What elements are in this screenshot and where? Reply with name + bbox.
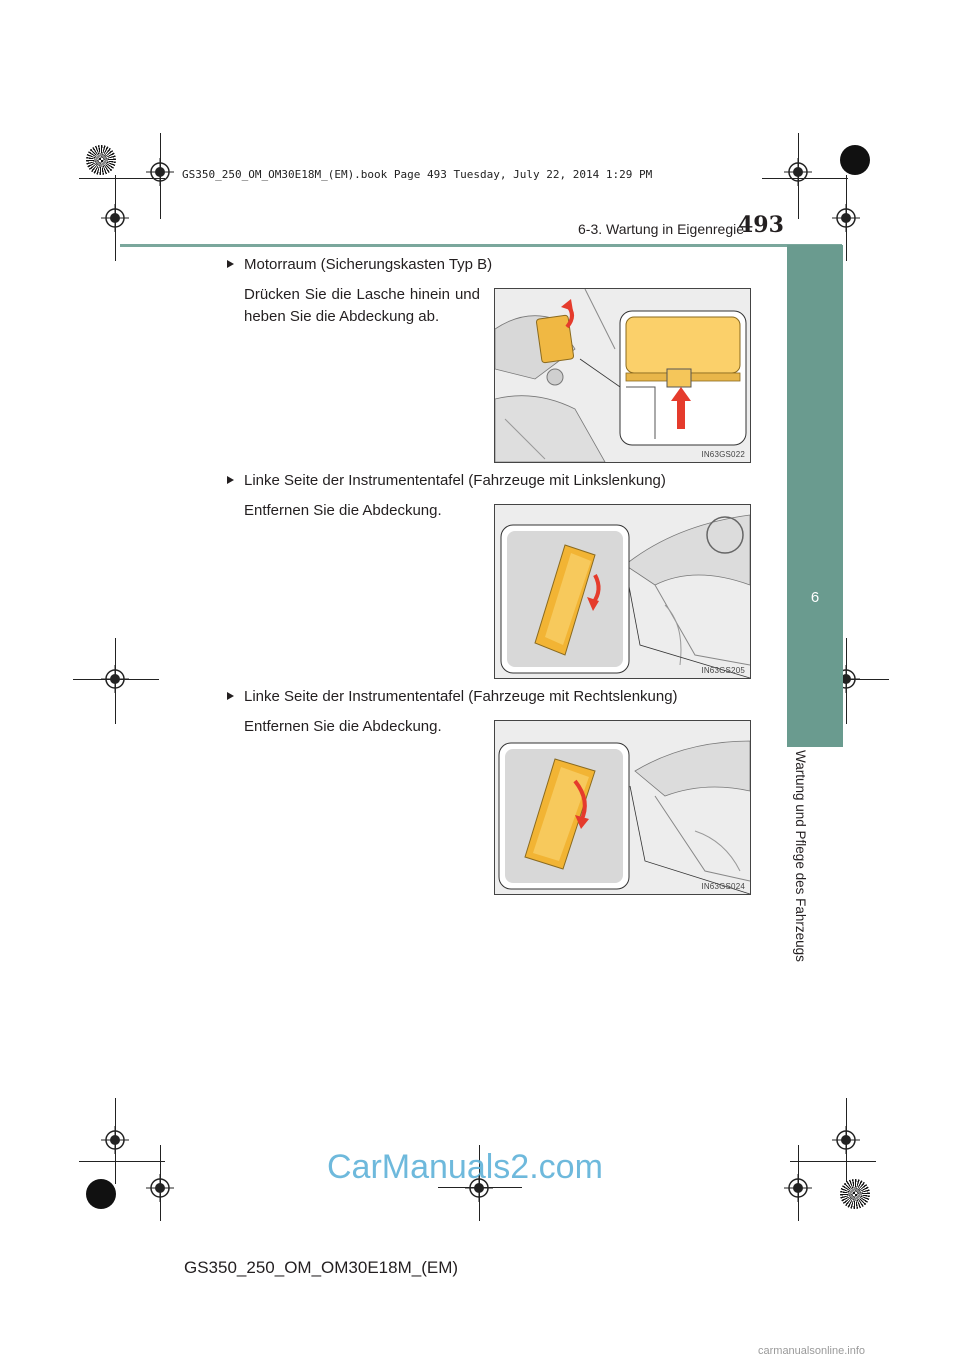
- registration-mark-icon: [101, 1126, 129, 1154]
- registration-mark-icon: [146, 158, 174, 186]
- starburst-mark-icon: [86, 1179, 116, 1209]
- engine-bay-illustration: [495, 289, 750, 462]
- registration-mark-icon: [146, 1174, 174, 1202]
- item-text: Entfernen Sie die Abdeckung.: [244, 502, 442, 519]
- chapter-label: Wartung und Pflege des Fahrzeugs: [793, 750, 808, 962]
- crop-line: [790, 1161, 876, 1162]
- chapter-tab: [787, 245, 843, 747]
- section-title: 6-3. Wartung in Eigenregie: [578, 221, 745, 237]
- item-heading: [227, 472, 666, 489]
- starburst-mark-icon: [840, 1179, 870, 1209]
- header-rule: [120, 244, 842, 247]
- figure-instrument-panel-rhd: [494, 720, 751, 895]
- item-heading: [227, 256, 492, 273]
- item-heading-text: Linke Seite der Instrumententafel (Fahrzeuge mit Linkslenkung): [244, 472, 666, 489]
- watermark-text: CarManuals2.com: [327, 1148, 603, 1186]
- item-heading-text: Motorraum (Sicherungskasten Typ B): [244, 256, 493, 273]
- bullet-triangle-icon: [227, 692, 234, 700]
- registration-mark-icon: [101, 204, 129, 232]
- registration-mark-icon: [832, 1126, 860, 1154]
- watermark-bottom: carmanualsonline.info: [758, 1345, 866, 1357]
- figure-instrument-panel-lhd: [494, 504, 751, 679]
- figure-code: IN63GS024: [701, 882, 745, 891]
- item-text: Entfernen Sie die Abdeckung.: [244, 718, 442, 735]
- footer-code: GS350_250_OM_OM30E18M_(EM): [184, 1258, 459, 1277]
- registration-mark-icon: [101, 665, 129, 693]
- figure-code: IN63GS205: [701, 666, 745, 675]
- starburst-mark-icon: [840, 145, 870, 175]
- registration-mark-icon: [832, 204, 860, 232]
- figure-fuse-box-engine: [494, 288, 751, 463]
- starburst-mark-icon: [86, 145, 116, 175]
- instrument-panel-lhd-illustration: [495, 505, 750, 678]
- chapter-number: 6: [810, 589, 820, 606]
- crop-line: [79, 1161, 165, 1162]
- registration-mark-icon: [784, 158, 812, 186]
- bullet-triangle-icon: [227, 260, 234, 268]
- figure-code: IN63GS022: [701, 450, 745, 459]
- book-info-line: GS350_250_OM_OM30E18M_(EM).book Page 493 Tuesday, July 22, 2014 1:29 PM: [182, 168, 653, 181]
- item-heading-text: Linke Seite der Instrumententafel (Fahrzeuge mit Rechtslenkung): [244, 688, 678, 705]
- instrument-panel-rhd-illustration: [495, 721, 750, 894]
- bullet-triangle-icon: [227, 476, 234, 484]
- item-heading: [227, 688, 678, 705]
- page-number: 493: [738, 212, 784, 238]
- registration-mark-icon: [784, 1174, 812, 1202]
- item-text: Drücken Sie die Lasche hinein und heben Sie die Abdeckung ab.: [244, 286, 480, 325]
